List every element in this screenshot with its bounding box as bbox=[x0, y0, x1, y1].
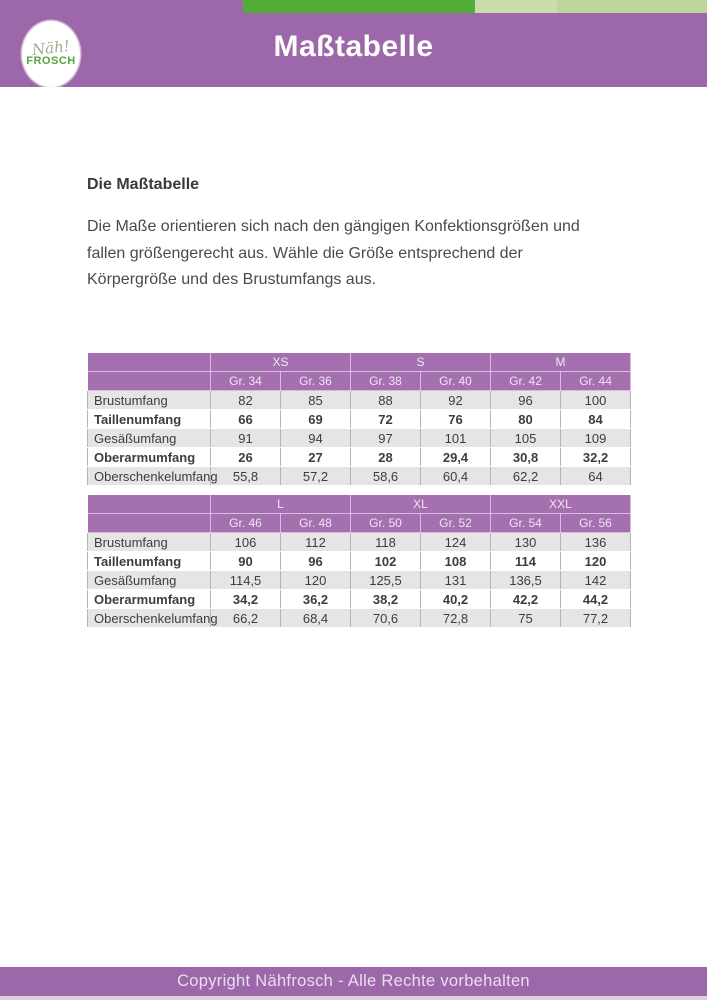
value-cell: 105 bbox=[491, 429, 561, 448]
value-cell: 114,5 bbox=[211, 571, 281, 590]
row-label: Oberarmumfang bbox=[88, 448, 211, 467]
corner-cell bbox=[88, 495, 211, 514]
value-cell: 72,8 bbox=[421, 609, 491, 628]
value-cell: 34,2 bbox=[211, 590, 281, 609]
group-header-cell: M bbox=[491, 353, 631, 372]
table-row bbox=[88, 609, 631, 628]
value-cell: 136 bbox=[561, 533, 631, 552]
logo-brand-text: FROSCH bbox=[26, 55, 76, 67]
value-cell: 76 bbox=[421, 410, 491, 429]
value-cell: 32,2 bbox=[561, 448, 631, 467]
value-cell: 118 bbox=[351, 533, 421, 552]
value-cell: 109 bbox=[561, 429, 631, 448]
value-cell: 70,6 bbox=[351, 609, 421, 628]
table-row bbox=[88, 533, 631, 552]
value-cell: 80 bbox=[491, 410, 561, 429]
group-header-cell: XL bbox=[351, 495, 491, 514]
value-cell: 75 bbox=[491, 609, 561, 628]
value-cell: 100 bbox=[561, 391, 631, 410]
size-header-cell: Gr. 48 bbox=[281, 514, 351, 533]
value-cell: 92 bbox=[421, 391, 491, 410]
value-cell: 30,8 bbox=[491, 448, 561, 467]
value-cell: 108 bbox=[421, 552, 491, 571]
row-label: Oberschenkelumfang bbox=[88, 467, 211, 486]
page-title: Maßtabelle bbox=[273, 30, 434, 63]
row-label: Taillenumfang bbox=[88, 410, 211, 429]
group-header-cell: S bbox=[351, 353, 491, 372]
value-cell: 55,8 bbox=[211, 467, 281, 486]
size-header-cell: Gr. 44 bbox=[561, 372, 631, 391]
size-header-cell: Gr. 50 bbox=[351, 514, 421, 533]
green-accent-strip bbox=[243, 0, 707, 13]
size-header-cell: Gr. 42 bbox=[491, 372, 561, 391]
row-label: Oberschenkelumfang bbox=[88, 609, 211, 628]
value-cell: 62,2 bbox=[491, 467, 561, 486]
value-cell: 77,2 bbox=[561, 609, 631, 628]
table-row bbox=[88, 448, 631, 467]
corner-cell bbox=[88, 353, 211, 372]
value-cell: 96 bbox=[491, 391, 561, 410]
table-size-header-row bbox=[88, 372, 631, 391]
value-cell: 85 bbox=[281, 391, 351, 410]
value-cell: 102 bbox=[351, 552, 421, 571]
row-label: Taillenumfang bbox=[88, 552, 211, 571]
value-cell: 124 bbox=[421, 533, 491, 552]
value-cell: 58,6 bbox=[351, 467, 421, 486]
value-cell: 136,5 bbox=[491, 571, 561, 590]
table-row bbox=[88, 571, 631, 590]
bottom-strip bbox=[0, 996, 707, 1000]
table-group-header-row bbox=[88, 353, 631, 372]
size-table-l-xl-xxl bbox=[87, 494, 631, 628]
value-cell: 84 bbox=[561, 410, 631, 429]
value-cell: 26 bbox=[211, 448, 281, 467]
footer-bar bbox=[0, 967, 707, 996]
value-cell: 36,2 bbox=[281, 590, 351, 609]
value-cell: 130 bbox=[491, 533, 561, 552]
size-table-xs-s-m bbox=[87, 352, 631, 486]
row-label: Gesäßumfang bbox=[88, 571, 211, 590]
logo-script-text: Näh! bbox=[31, 37, 71, 59]
size-header-cell: Gr. 34 bbox=[211, 372, 281, 391]
intro-paragraph: Die Maße orientieren sich nach den gängigen Konfektionsgrößen und fallen größengerecht aus. Wähle die Größe entsprechend der Körpergröße und des Brustumfangs aus. bbox=[87, 218, 580, 288]
value-cell: 125,5 bbox=[351, 571, 421, 590]
group-header-cell: L bbox=[211, 495, 351, 514]
row-label: Brustumfang bbox=[88, 533, 211, 552]
value-cell: 29,4 bbox=[421, 448, 491, 467]
size-header-cell: Gr. 56 bbox=[561, 514, 631, 533]
value-cell: 106 bbox=[211, 533, 281, 552]
table-row bbox=[88, 590, 631, 609]
value-cell: 27 bbox=[281, 448, 351, 467]
group-header-cell: XS bbox=[211, 353, 351, 372]
row-label: Oberarmumfang bbox=[88, 590, 211, 609]
table-size-header-row bbox=[88, 514, 631, 533]
table-row bbox=[88, 552, 631, 571]
header-bar bbox=[0, 0, 707, 87]
value-cell: 97 bbox=[351, 429, 421, 448]
size-header-cell: Gr. 52 bbox=[421, 514, 491, 533]
value-cell: 38,2 bbox=[351, 590, 421, 609]
table-row bbox=[88, 410, 631, 429]
value-cell: 90 bbox=[211, 552, 281, 571]
table-row bbox=[88, 429, 631, 448]
value-cell: 101 bbox=[421, 429, 491, 448]
value-cell: 66 bbox=[211, 410, 281, 429]
size-header-cell: Gr. 36 bbox=[281, 372, 351, 391]
value-cell: 64 bbox=[561, 467, 631, 486]
value-cell: 114 bbox=[491, 552, 561, 571]
value-cell: 60,4 bbox=[421, 467, 491, 486]
value-cell: 42,2 bbox=[491, 590, 561, 609]
corner-cell bbox=[88, 514, 211, 533]
intro-heading: Die Maßtabelle bbox=[87, 176, 200, 193]
value-cell: 68,4 bbox=[281, 609, 351, 628]
footer-text: Copyright Nähfrosch - Alle Rechte vorbehalten bbox=[177, 972, 530, 990]
value-cell: 94 bbox=[281, 429, 351, 448]
row-label: Gesäßumfang bbox=[88, 429, 211, 448]
value-cell: 142 bbox=[561, 571, 631, 590]
size-header-cell: Gr. 54 bbox=[491, 514, 561, 533]
size-header-cell: Gr. 40 bbox=[421, 372, 491, 391]
group-header-cell: XXL bbox=[491, 495, 631, 514]
value-cell: 28 bbox=[351, 448, 421, 467]
value-cell: 120 bbox=[561, 552, 631, 571]
value-cell: 131 bbox=[421, 571, 491, 590]
corner-cell bbox=[88, 372, 211, 391]
table-row bbox=[88, 467, 631, 486]
value-cell: 40,2 bbox=[421, 590, 491, 609]
value-cell: 72 bbox=[351, 410, 421, 429]
value-cell: 66,2 bbox=[211, 609, 281, 628]
value-cell: 57,2 bbox=[281, 467, 351, 486]
value-cell: 82 bbox=[211, 391, 281, 410]
value-cell: 88 bbox=[351, 391, 421, 410]
size-header-cell: Gr. 38 bbox=[351, 372, 421, 391]
value-cell: 69 bbox=[281, 410, 351, 429]
size-header-cell: Gr. 46 bbox=[211, 514, 281, 533]
value-cell: 91 bbox=[211, 429, 281, 448]
value-cell: 120 bbox=[281, 571, 351, 590]
value-cell: 44,2 bbox=[561, 590, 631, 609]
table-group-header-row bbox=[88, 495, 631, 514]
value-cell: 96 bbox=[281, 552, 351, 571]
value-cell: 112 bbox=[281, 533, 351, 552]
row-label: Brustumfang bbox=[88, 391, 211, 410]
table-row bbox=[88, 391, 631, 410]
